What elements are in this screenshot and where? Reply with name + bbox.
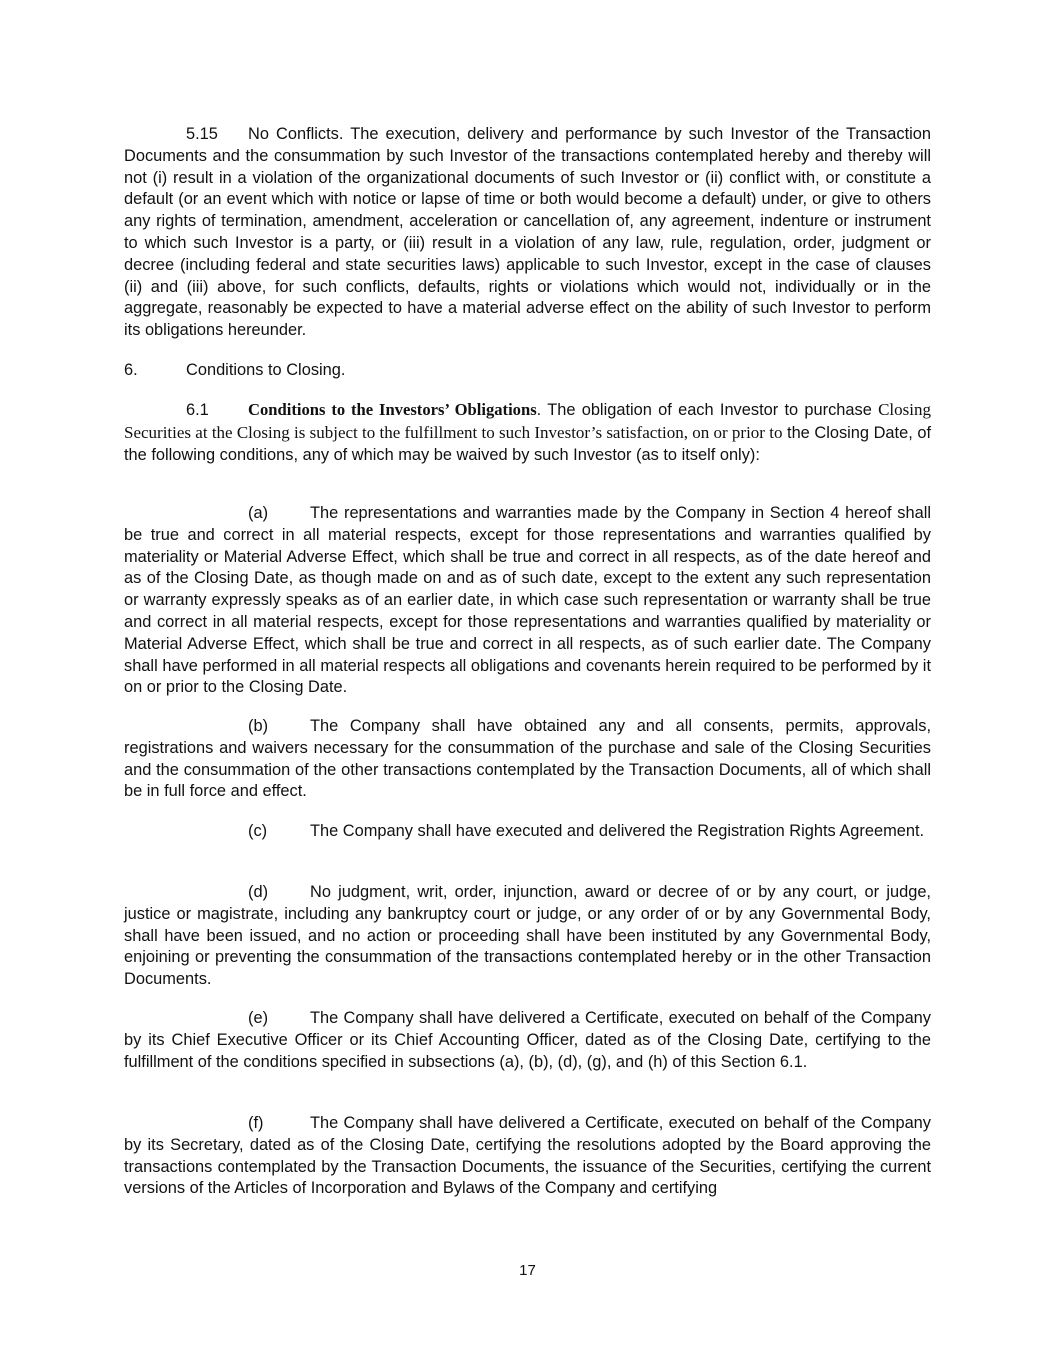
condition-text: The representations and warranties made by the Company in Section 4 hereof shall be true and correct in all material respects, except for those representations and warranties qualified by materiality or Material Adverse Effect, which shall be true and correct in all respects, as of the date hereof and as of the Closing Date, as though made on and as of such date, except to the extent any such representation or warranty expressly speaks as of an earlier date, in which case such representation or warranty shall be true and correct in all material respects, except for those representations and warranties qualified by materiality or Material Adverse Effect, which shall be true and correct in all respects, as of such earlier date. The Company shall have performed in all material respects all obligations and covenants herein required to be performed by it on or prior to the Closing Date.: [124, 504, 931, 697]
condition-label: (d): [248, 883, 269, 901]
condition-c: [124, 821, 931, 843]
condition-label: (a): [248, 504, 269, 522]
section-5-15: [124, 124, 931, 342]
section-heading: Conditions to Closing.: [186, 361, 346, 379]
condition-label: (c): [248, 822, 268, 840]
section-number: 6.1: [186, 401, 209, 419]
section-body-part-2: Closing Securities at the Closing is subject to the fulfillment to such Investor’s satisfaction, on or prior to: [124, 400, 931, 442]
condition-e: [124, 1008, 931, 1073]
section-body-part-1: . The obligation of each Investor to purchase: [536, 401, 879, 419]
condition-text: The Company shall have executed and delivered the Registration Rights Agreement.: [310, 822, 925, 840]
condition-text: The Company shall have delivered a Certificate, executed on behalf of the Company by its Chief Executive Officer or its Chief Accounting Officer, dated as of the Closing Date, certifying to the fulfillment of the conditions specified in subsections (a), (b), (d), (g), and (h) of this Section 6.1.: [124, 1009, 931, 1071]
condition-text: The Company shall have obtained any and all consents, permits, approvals, registrations and waivers necessary for the consummation of the purchase and sale of the Closing Securities and the consummation of the other transactions contemplated by the Transaction Documents, all of which shall be in full force and effect.: [124, 717, 931, 801]
page-number: 17: [519, 1262, 536, 1279]
condition-text: No judgment, writ, order, injunction, award or decree of or by any court, or judge, justice or magistrate, including any bankruptcy court or judge, or any order of or by any Governmental Body, shall have been issued, and no action or proceeding shall have been instituted by any Governmental Body, enjoining or preventing the consummation of the transactions contemplated hereby or in the other Transaction Documents.: [124, 883, 931, 989]
condition-text: The Company shall have delivered a Certificate, executed on behalf of the Company by its Secretary, dated as of the Closing Date, certifying the resolutions adopted by the Board approving the transactions contemplated by the Transaction Documents, the issuance of the Securities, certifying the current versions of the Articles of Incorporation and Bylaws of the Company and certifying: [124, 1114, 931, 1198]
section-heading: Conditions to the Investors’ Obligations: [248, 400, 537, 419]
condition-label: (f): [248, 1114, 264, 1132]
section-body-part-3: the Closing Date, of the following conditions, any of which may be waived by such Investor (as to itself only):: [124, 423, 931, 464]
condition-label: (b): [248, 717, 269, 735]
condition-a: [124, 503, 931, 699]
condition-b: [124, 716, 931, 803]
section-6: [124, 360, 931, 382]
condition-label: (e): [248, 1009, 269, 1027]
section-number: 5.15: [186, 125, 218, 143]
condition-f: [124, 1113, 931, 1200]
section-number: 6.: [124, 361, 138, 379]
section-body: . The execution, delivery and performance by such Investor of the Transaction Documents and the consummation by such Investor of the transactions contemplated hereby and thereby will not (i) result in a violation of the organizational documents of such Investor or (ii) conflict with, or constitute a default (or an event which with notice or lapse of time or both would become a default) under, or give to others any rights of termination, amendment, acceleration or cancellation of, any agreement, indenture or instrument to which such Investor is a party, or (iii) result in a violation of any law, rule, regulation, order, judgment or decree (including federal and state securities laws) applicable to such Investor, except in the case of clauses (ii) and (iii) above, for such conflicts, defaults, rights or violations which would not, individually or in the aggregate, reasonably be expected to have a material adverse effect on the ability of such Investor to perform its obligations hereunder.: [124, 125, 932, 340]
section-6-1: [124, 399, 931, 466]
condition-d: [124, 882, 931, 991]
section-heading: No Conflicts: [248, 125, 339, 143]
